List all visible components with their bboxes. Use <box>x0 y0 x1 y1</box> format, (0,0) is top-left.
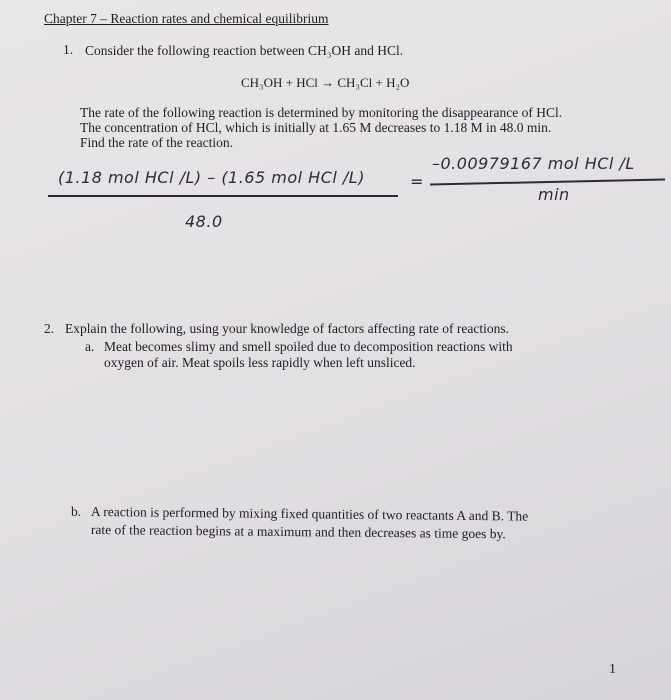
question-1-prompt: Consider the following reaction between CH₃OH and HCl. <box>85 43 404 58</box>
question-2b-line: rate of the reaction begins at a maximum and then decreases as time goes by. <box>90 522 506 542</box>
page-number: 1 <box>609 662 616 677</box>
question-1-line: Find the rate of the reaction. <box>80 135 233 150</box>
chapter-title: Chapter 7 – Reaction rates and chemical equilibrium <box>44 11 329 26</box>
handwritten-equals: = <box>410 172 424 191</box>
question-1-equation: CH₃OH + HCl → CH₃Cl + H₂O <box>241 75 410 90</box>
handwritten-denominator: 48.0 <box>185 212 223 231</box>
question-2b-label: b. <box>71 504 82 519</box>
question-2a-line: oxygen of air. Meat spoils less rapidly when left unsliced. <box>104 355 416 370</box>
handwritten-numerator: (1.18 mol HCl /L) – (1.65 mol HCl /L) <box>58 168 365 187</box>
question-2b-line: A reaction is performed by mixing fixed quantities of two reactants A and B. The <box>90 504 529 524</box>
question-1-line: The concentration of HCl, which is initially at 1.65 M decreases to 1.18 M in 48.0 min. <box>80 120 552 135</box>
handwritten-result: –0.00979167 mol HCl /L <box>432 154 635 173</box>
question-2a-label: a. <box>85 339 95 354</box>
fraction-bar <box>48 195 398 197</box>
question-1-line: The rate of the following reaction is determined by monitoring the disappearance of HCl. <box>80 105 563 120</box>
handwritten-result-unit: min <box>538 185 570 204</box>
question-2-number: 2. <box>44 321 55 336</box>
question-2a-line: Meat becomes slimy and smell spoiled due to decomposition reactions with <box>104 339 513 354</box>
question-2-prompt: Explain the following, using your knowledge of factors affecting rate of reactions. <box>65 321 509 336</box>
question-1-number: 1. <box>63 42 74 57</box>
